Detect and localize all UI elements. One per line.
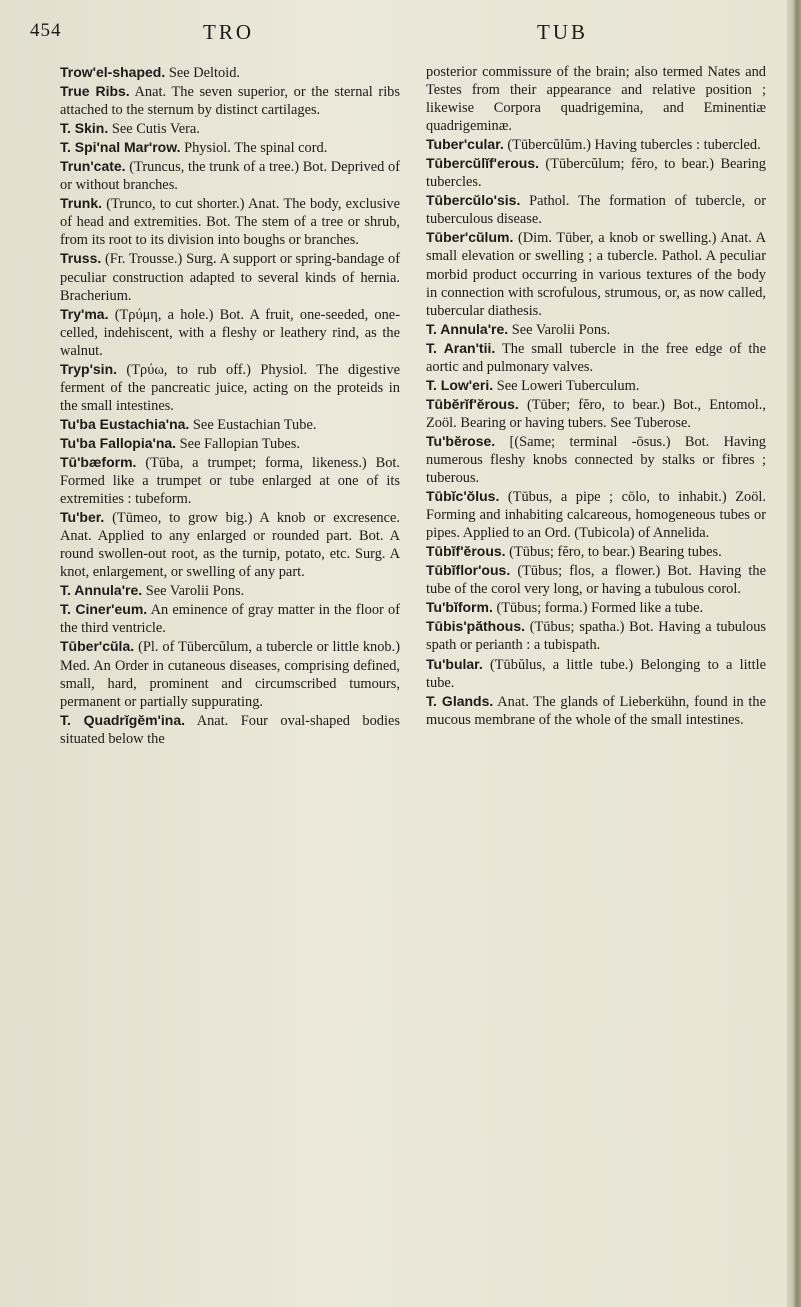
dictionary-entry xyxy=(426,561,766,598)
dictionary-entry xyxy=(60,82,400,119)
headword: Tryp'sin. xyxy=(60,360,118,377)
dictionary-entry xyxy=(60,249,400,304)
dictionary-entry xyxy=(426,655,766,692)
dictionary-entry xyxy=(60,581,400,600)
definition: (Truncus, the trunk of a tree.) Bot. Deprived of or without branches. xyxy=(60,159,400,194)
dictionary-entry xyxy=(60,305,400,360)
headword: T. Annula're. xyxy=(60,582,143,599)
headword: Tūbercŭlo'sis. xyxy=(426,192,521,209)
dictionary-entry xyxy=(60,711,400,748)
headword: Tūbĕrĭf'ĕrous. xyxy=(426,395,519,412)
dictionary-entry xyxy=(60,453,400,508)
definition: (Tūbŭlus, a little tube.) Belonging to a little tube. xyxy=(426,656,766,691)
right-column xyxy=(426,63,766,729)
headword: Tūbĭc'ŏlus. xyxy=(426,488,500,505)
headword: T. Quadrĭgĕm'ina. xyxy=(60,711,186,728)
headword: Tu'ba Eustachia'na. xyxy=(60,415,190,432)
headword: T. Annula're. xyxy=(426,320,509,337)
definition: (Fr. Trousse.) Surg. A support or spring-bandage of peculiar construction adapted to several kinds of hernia. Bracherium. xyxy=(60,251,400,304)
headword: Tu'bĭform. xyxy=(426,599,493,616)
dictionary-entry xyxy=(426,542,766,561)
definition: See Deltoid. xyxy=(165,65,240,81)
definition: posterior commissure of the brain; also termed Nates and Testes from their appearance and relative position ; likewise Corpora quadrigemina, and Eminentiæ quadrigeminæ. xyxy=(426,64,766,135)
definition: An eminence of gray matter in the floor of the third ventricle. xyxy=(60,602,400,637)
headword: T. Skin. xyxy=(60,120,109,137)
definition: (Tūba, a trumpet; forma, likeness.) Bot. Formed like a trumpet or tube enlarged at one of its extremities : tubeform. xyxy=(60,454,400,508)
definition: Physiol. The spinal cord. xyxy=(180,140,328,157)
headword: T. Ciner'eum. xyxy=(60,601,148,618)
headword: T. Spi'nal Mar'row. xyxy=(60,139,181,156)
dictionary-entry xyxy=(60,157,400,194)
headword: T. Aran'tii. xyxy=(426,339,496,356)
dictionary-entry xyxy=(60,138,400,157)
definition: (Tūbercŭlum; fĕro, to bear.) Bearing tubercles. xyxy=(426,156,766,191)
headword: Tu'bĕrose. xyxy=(426,432,496,449)
definition: (Tūbus; forma.) Formed like a tube. xyxy=(492,600,704,617)
definition: (Tūber; fĕro, to bear.) Bot., Entomol., Zoöl. Bearing or having tubers. See Tuberose. xyxy=(426,396,766,431)
definition: Anat. Four oval-shaped bodies situated below the xyxy=(60,712,400,747)
headword: Tu'bular. xyxy=(426,655,483,672)
right-guide-word: TUB xyxy=(537,20,588,44)
dictionary-entry xyxy=(60,637,400,710)
definition: See Eustachian Tube. xyxy=(189,416,317,433)
headword: Tūbis'păthous. xyxy=(426,618,525,635)
dictionary-entry xyxy=(426,692,766,729)
definition: See Varolii Pons. xyxy=(508,321,611,338)
definition: Pathol. The formation of tubercle, or tuberculous disease. xyxy=(426,193,766,228)
dictionary-entry xyxy=(60,434,400,453)
dictionary-entry xyxy=(426,395,766,432)
dictionary-entry xyxy=(60,415,400,434)
page-number: 454 xyxy=(30,20,62,41)
definition: [(Same; terminal -ōsus.) Bot. Having numerous fleshy knobs connected by stalks or fibres ; tuberous. xyxy=(426,433,766,487)
definition: See Loweri Tuberculum. xyxy=(493,377,640,394)
headword: Tūbĭf'ĕrous. xyxy=(426,543,506,560)
dictionary-entry xyxy=(60,194,400,249)
dictionary-entry xyxy=(426,339,766,376)
left-column xyxy=(60,63,400,748)
headword: Tuber'cular. xyxy=(426,136,504,153)
definition: (Τρύμη, a hole.) Bot. A fruit, one-seeded, one-celled, indehiscent, with a fleshy or leathery rind, as the walnut. xyxy=(60,306,400,359)
page-edge xyxy=(787,0,801,1307)
definition: (Tūmeo, to grow big.) A knob or excresence. Anat. Applied to any enlarged or rounded part. Bot. A round swollen-out root, as the turnip, potato, etc. Surg. A knot, enlargement, or swelling of any part. xyxy=(60,510,400,581)
dictionary-entry xyxy=(60,63,400,82)
headword: T. Glands. xyxy=(426,692,494,709)
headword: Tūbĭflor'ous. xyxy=(426,562,511,579)
headword: Trunk. xyxy=(60,195,103,212)
definition: (Pl. of Tūbercŭlum, a tubercle or little knob.) Med. An Order in cutaneous diseases, comprising defined, small, hard, prominent and circumscribed tumours, permanent or partially suppurating. xyxy=(60,639,400,710)
dictionary-entry xyxy=(60,119,400,138)
dictionary-entry xyxy=(60,600,400,637)
dictionary-entry xyxy=(426,432,766,487)
headword: Tūber'cŭla. xyxy=(60,638,135,655)
dictionary-entry xyxy=(426,228,766,319)
dictionary-entry xyxy=(60,360,400,415)
dictionary-entry xyxy=(426,320,766,339)
headword: Tūbercŭlĭf'erous. xyxy=(426,155,540,172)
definition: (Trunco, to cut shorter.) Anat. The body, exclusive of head and extremities. Bot. The stem of a tree or shrub, from its root to its division into boughs or branches. xyxy=(60,196,400,249)
definition: See Fallopian Tubes. xyxy=(176,435,301,452)
headword: T. Low'eri. xyxy=(426,376,494,393)
headword: Tūber'cŭlum. xyxy=(426,229,514,246)
definition: Anat. The seven superior, or the sternal ribs attached to the sternum by distinct cartilages. xyxy=(60,84,400,119)
headword: Tu'ba Fallopia'na. xyxy=(60,434,177,451)
definition: (Tūbus; spatha.) Bot. Having a tubulous spath or perianth : a tubispath. xyxy=(426,619,766,654)
headword: True Ribs. xyxy=(60,83,130,100)
dictionary-entry xyxy=(60,508,400,581)
dictionary-entry xyxy=(426,617,766,654)
headword: Tū'bæform. xyxy=(60,453,137,470)
headword: Try'ma. xyxy=(60,305,109,322)
headword: Tu'ber. xyxy=(60,509,105,526)
definition: See Cutis Vera. xyxy=(108,121,200,138)
headword: Trun'cate. xyxy=(60,158,126,175)
definition: (Τρύω, to rub off.) Physiol. The digestive ferment of the pancreatic juice, acting on the proteids in the small intestines. xyxy=(60,361,400,414)
definition: (Tūbercŭlŭm.) Having tubercles : tubercled. xyxy=(503,137,761,154)
dictionary-entry xyxy=(426,135,766,154)
dictionary-entry xyxy=(426,154,766,191)
definition: (Tūbus; fĕro, to bear.) Bearing tubes. xyxy=(505,544,722,561)
headword: Trow'el-shaped. xyxy=(60,64,166,80)
definition: Anat. The glands of Lieberkühn, found in the mucous membrane of the whole of the small intestines. xyxy=(426,693,766,728)
dictionary-entry xyxy=(426,191,766,228)
definition: (Tūbus, a pipe ; cōlo, to inhabit.) Zoöl. Forming and inhabiting calcareous, homogeneous tubes or pipes. Applied to an Ord. (Tubicola) of Annelida. xyxy=(426,489,766,542)
dictionary-entry xyxy=(426,598,766,617)
dictionary-entry xyxy=(426,487,766,542)
dictionary-entry xyxy=(426,63,766,135)
definition: The small tubercle in the free edge of the aortic and pulmonary valves. xyxy=(426,340,766,375)
dictionary-entry xyxy=(426,376,766,395)
left-guide-word: TRO xyxy=(203,20,254,44)
definition: (Tūbus; flos, a flower.) Bot. Having the tube of the corol very long, or having a tubulous corol. xyxy=(426,563,766,598)
definition: See Varolii Pons. xyxy=(142,583,245,600)
definition: (Dim. Tūber, a knob or swelling.) Anat. A small elevation or swelling ; a tubercle. Pathol. A peculiar morbid product occurring in various textures of the body in connection with scrofulous, strumous, or, as now called, tubercular diathesis. xyxy=(426,230,766,319)
headword: Truss. xyxy=(60,250,102,267)
